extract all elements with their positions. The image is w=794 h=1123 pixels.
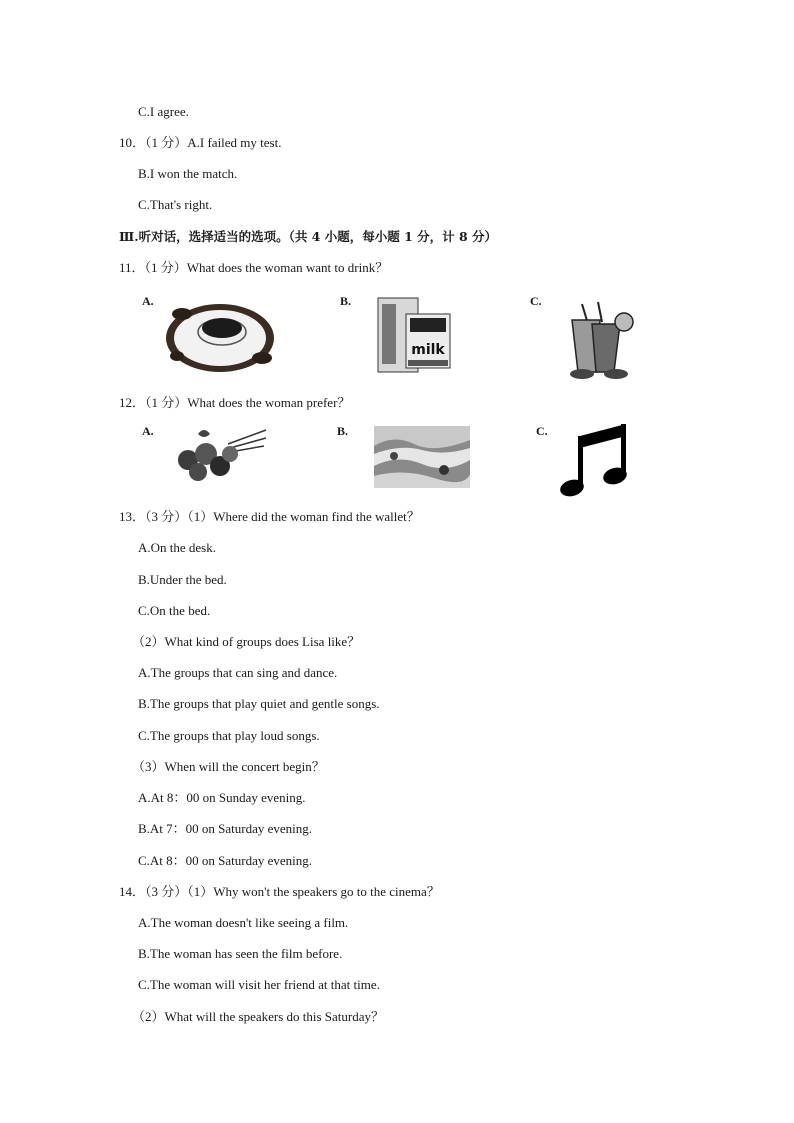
question-13: 13．（3 分）（1）Where did the woman find the wallet？ bbox=[119, 509, 420, 524]
q13-1-option-b: B.Under the bed. bbox=[138, 572, 227, 587]
q14-1-option-a: A.The woman doesn't like seeing a film. bbox=[138, 915, 349, 930]
section-3-heading: Ⅲ.听对话，选择适当的选项。（共 4 小题，每小题 1 分，计 8 分） bbox=[119, 229, 498, 244]
q14-1-option-c: C.The woman will visit her friend at that time. bbox=[138, 977, 380, 992]
q14-1-option-b: B.The woman has seen the film before. bbox=[138, 946, 343, 961]
flowers-icon bbox=[168, 424, 268, 486]
q13-2-option-b: B.The groups that play quiet and gentle songs. bbox=[138, 696, 380, 711]
q13-1-option-a: A.On the desk. bbox=[138, 540, 216, 555]
q12-option-b-label: B. bbox=[337, 424, 349, 438]
q10-option-b: B.I won the match. bbox=[138, 166, 238, 181]
question-14-2: （2）What will the speakers do this Saturday？ bbox=[132, 1009, 385, 1024]
question-11: 11．（1 分）What does the woman want to drink？ bbox=[119, 260, 389, 275]
q13-2-option-c: C.The groups that play loud songs. bbox=[138, 728, 320, 743]
q11-option-a-label: A. bbox=[142, 294, 154, 308]
question-13-2: （2）What kind of groups does Lisa like？ bbox=[132, 634, 361, 649]
q13-3-option-a: A.At 8：00 on Sunday evening. bbox=[138, 790, 306, 805]
q13-3-option-c: C.At 8：00 on Saturday evening. bbox=[138, 853, 313, 868]
question-13-3: （3）When will the concert begin？ bbox=[132, 759, 325, 774]
q11-option-c-label: C. bbox=[530, 294, 542, 308]
q10-option-c: C.That's right. bbox=[138, 197, 213, 212]
q11-option-b-label: B. bbox=[340, 294, 352, 308]
svg-text:milk: milk bbox=[411, 342, 445, 358]
q9-option-c: C.I agree. bbox=[138, 104, 189, 119]
question-10: 10．（1 分）A.I failed my test. bbox=[119, 135, 282, 150]
q13-3-option-b: B.At 7：00 on Saturday evening. bbox=[138, 821, 313, 836]
q12-option-c-label: C. bbox=[536, 424, 548, 438]
question-12: 12．（1 分）What does the woman prefer？ bbox=[119, 395, 351, 410]
music-note-icon bbox=[560, 422, 630, 498]
q12-option-a-label: A. bbox=[142, 424, 154, 438]
juice-glasses-icon bbox=[558, 300, 638, 380]
q13-1-option-c: C.On the bed. bbox=[138, 603, 211, 618]
q13-2-option-a: A.The groups that can sing and dance. bbox=[138, 665, 338, 680]
milk-carton-icon bbox=[376, 296, 452, 374]
snow-landscape-icon bbox=[374, 426, 470, 488]
question-14: 14．（3 分）（1）Why won't the speakers go to the cinema？ bbox=[119, 884, 440, 899]
coffee-cup-icon bbox=[162, 294, 278, 376]
